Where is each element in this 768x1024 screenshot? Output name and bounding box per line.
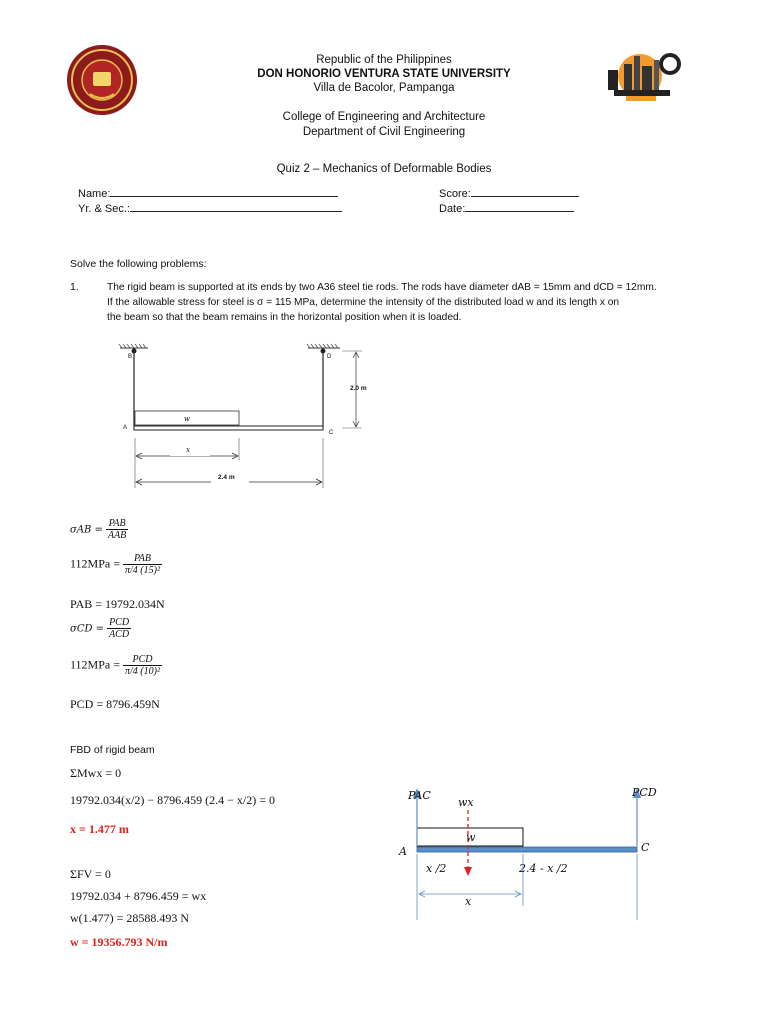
label-x-half: x /2	[426, 862, 447, 875]
sigma-cd-numerator: PCD	[109, 617, 130, 628]
label-wx: wx	[458, 796, 474, 809]
pcd-result: PCD = 8796.459N	[70, 697, 160, 711]
label-b: B	[128, 354, 133, 360]
w-result: w = 19356.793 N/m	[70, 935, 168, 949]
college-header	[0, 110, 768, 140]
sigma-ab-denominator: AAB	[107, 530, 127, 541]
name-label: Name:	[78, 188, 111, 200]
problem-line-2: If the allowable stress for steel is σ = 115 MPa, determine the intensity of the distributed load w and its length x on	[107, 297, 620, 308]
date-label: Date:	[439, 203, 466, 215]
fbd-label: FBD of rigid beam	[70, 744, 155, 756]
rigid-beam	[134, 426, 323, 430]
date-field	[439, 203, 574, 215]
w-expression: w(1.477) = 28588.493 N	[70, 911, 190, 925]
name-field	[78, 188, 338, 200]
date-input-line[interactable]	[465, 211, 574, 212]
label-fbd-x: x	[465, 895, 472, 908]
university-name: DON HONORIO VENTURA STATE UNIVERSITY	[257, 68, 511, 80]
eq2-denominator: π/4 (15)²	[125, 565, 160, 576]
problem-line-1: The rigid beam is supported at its ends by two A36 steel tie rods. The rods have diameter dAB = 15mm and dCD = 12mm.	[107, 282, 657, 293]
document-header	[0, 53, 768, 95]
x-result: x = 1.477 m	[70, 822, 129, 836]
eq2-lhs: 112MPa =	[70, 556, 120, 571]
section-input-line[interactable]	[130, 211, 342, 212]
label-fbd-a: A	[399, 845, 407, 858]
fbd-diagram	[400, 780, 660, 930]
problem-line-3: the beam so that the beam remains in the horizontal position when it is loaded.	[107, 312, 462, 323]
score-label: Score:	[439, 188, 471, 200]
moment-equation: ΣMwx = 0	[70, 766, 122, 780]
name-input-line[interactable]	[110, 196, 338, 197]
section-field	[78, 203, 342, 215]
sigma-cd-denominator: ACD	[109, 629, 130, 640]
fv-expression: 19792.034 + 8796.459 = wx	[70, 889, 207, 903]
label-a: A	[123, 425, 128, 431]
republic-text: Republic of the Philippines	[316, 54, 452, 66]
label-fbd-c: C	[641, 841, 650, 854]
label-pcd: PCD	[632, 786, 657, 799]
beam-diagram	[110, 342, 390, 492]
label-c: C	[329, 430, 334, 436]
equation-pcd-stress	[70, 654, 162, 677]
label-pac: PAC	[408, 789, 431, 802]
problem-statement	[107, 280, 727, 325]
quiz-title: Quiz 2 – Mechanics of Deformable Bodies	[276, 163, 492, 175]
label-remaining-length: 2.4 - x /2	[519, 862, 568, 875]
equation-sigma-cd	[70, 617, 131, 640]
eq5-numerator: PCD	[123, 654, 162, 666]
height-dimension-label: 2.0 m	[350, 385, 367, 392]
section-label: Yr. & Sec.:	[78, 203, 130, 215]
college-name: College of Engineering and Architecture	[282, 111, 486, 123]
label-fbd-w: w	[466, 831, 476, 844]
length-dimension-label: 2.4 m	[218, 474, 235, 481]
equation-sigma-ab	[70, 518, 128, 541]
label-w: w	[184, 415, 190, 423]
department-name: Department of Civil Engineering	[302, 126, 466, 138]
problem-number: 1.	[70, 281, 79, 293]
university-location: Villa de Bacolor, Pampanga	[313, 82, 455, 94]
sigma-ab-lhs: σAB =	[70, 524, 103, 536]
equation-pab-stress	[70, 553, 162, 576]
sigma-cd-lhs: σCD =	[70, 623, 105, 635]
label-d: D	[327, 354, 332, 360]
eq5-denominator: π/4 (10)²	[125, 666, 160, 677]
instructions: Solve the following problems:	[70, 258, 207, 270]
score-field	[439, 188, 579, 200]
fbd-beam	[417, 847, 637, 852]
moment-expression: 19792.034(x/2) − 8796.459 (2.4 − x/2) = 0	[70, 793, 275, 807]
score-input-line[interactable]	[471, 196, 579, 197]
sum-fv-equation: ΣFV = 0	[70, 867, 111, 881]
sigma-ab-numerator: PAB	[106, 518, 128, 530]
eq5-lhs: 112MPa =	[70, 657, 120, 672]
eq2-numerator: PAB	[123, 553, 162, 565]
pab-result: PAB = 19792.034N	[70, 597, 165, 611]
label-x: x	[186, 446, 190, 454]
